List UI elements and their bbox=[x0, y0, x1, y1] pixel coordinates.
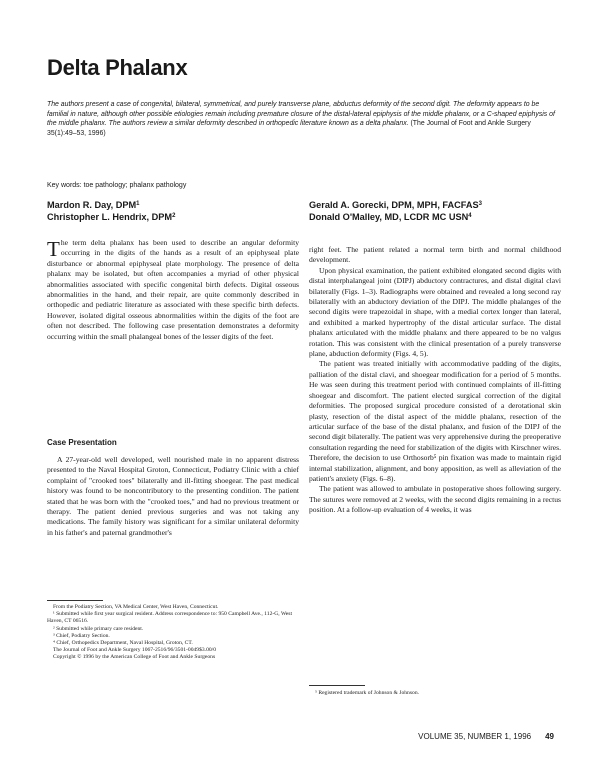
article-title: Delta Phalanx bbox=[47, 55, 188, 80]
author-day: Mardon R. Day, DPM$^1$ bbox=[47, 200, 140, 210]
case-presentation-heading: Case Presentation bbox=[47, 438, 117, 447]
page-number: 49 bbox=[545, 732, 554, 741]
authors-left bbox=[47, 199, 175, 223]
volume-info: VOLUME 35, NUMBER 1, 1996 bbox=[418, 732, 532, 741]
journal-citation: (The Journal of Foot and Ankle Surgery 35(1):49–53, 1996) bbox=[47, 120, 531, 137]
footnote-rule-right bbox=[309, 685, 365, 686]
case-column bbox=[47, 455, 299, 538]
footnote-copyright: Copyright © 1996 by the American College of Foot and Ankle Surgeons bbox=[53, 654, 216, 661]
abstract-text: The authors present a case of congenital, bilateral, symmetrical, and purely transverse plane, abductus deformity of the second digit. The deformity appears to be familial in nature, although other possible etiologies remain including premature closure of the distal-lateral epiphysis of the middle phalanx, or a C-shaped epiphysis of the middle phalanx. The authors review a similar deformity described in orthopedic literature known as a delta phalanx. bbox=[47, 101, 555, 128]
keywords: Key words: toe pathology; phalanx pathology bbox=[47, 182, 187, 189]
right-paragraph: The patient was allowed to ambulate in postoperative shoes following surgery. The sutures were removed at 2 weeks, with the second digits remaining in a rectus position. At a follow-up evaluation of 4 weeks, it was bbox=[309, 484, 561, 515]
footnote-trademark: ⁵ Registered trademark of Johnson & Johnson. bbox=[315, 690, 420, 696]
author-gorecki: Gerald A. Gorecki, DPM, MPH, FACFAS$^3$ bbox=[309, 200, 483, 210]
footnote-journal-code: The Journal of Foot and Ankle Surgery 1067-2516/96/3501-0049$3.00/0 bbox=[53, 647, 217, 654]
footnote-1: ¹ Submitted while first year surgical resident. Address correspondence to: 950 Campbell Ave., 112-G, West Haven, CT 06516. bbox=[47, 611, 293, 625]
author-hendrix: Christopher L. Hendrix, DPM$^2$ bbox=[47, 212, 176, 222]
footnotes-left bbox=[47, 604, 299, 662]
author-omalley: Donald O'Malley, MD, LCDR MC USN$^4$ bbox=[309, 212, 472, 222]
intro-paragraph: The term delta phalanx has been used to describe an angular deformity occurring in the digits of the hands as a result of an epiphyseal plate disturbance or abnormal epiphyseal plate morphology. The presence of delta phalanx may be isolated, but often accompanies a myriad of other physical abnormalities associated with specific congenital birth defects. Digital osseous abnormalities in the hand, and their repair, are quite commonly described in orthopedic and pediatric literature as associated with these specific birth defects. However, isolated digital osseous abnormalities within the digits of the foot are often not described. The following case presentation demonstrates a deformity occurring within the small phalangeal bones of the lesser digits of the feet. bbox=[47, 237, 299, 341]
case-paragraph: A 27-year-old well developed, well nourished male in no apparent distress presented to the Naval Hospital Groton, Connecticut, Podiatry Clinic with a chief complaint of "crooked toes" bilaterally and ill-fitting shoegear. The past medical history was found to be noncontributory to the presenting condition. The patient stated that he was born with the "crooked toes," and had no previous treatment or therapy. The patient denied previous surgeries and was not taking any medications. The family history was significant for a similar unilateral deformity in his father's and paternal grandmother's bbox=[47, 455, 299, 537]
right-paragraph: Upon physical examination, the patient exhibited elongated second digits with distal interphalangeal joint (DIPJ) abductory contractures, and distal digital clavi bilaterally (Figs. 1–3). Radiographs were obtained and revealed a long second ray bilaterally with an abductory deviation of the DIPJ. The middle phalanges of the second digits were trapezoidal in shape, with a medial cortex longer than lateral, and exhibited a marked hypertrophy of the distal articular surface. The distal phalanx articulated with the middle phalanx and there appeared to be no valgus rotation. This was consistent with the clinical presentation of a purely transverse plane, abduction deformity (Figs. 4, 5). bbox=[309, 265, 561, 359]
page-footer bbox=[418, 732, 554, 741]
footnote-3: ³ Chief, Podiatry Section. bbox=[53, 632, 110, 639]
footnote-affiliation: From the Podiatry Section, VA Medical Center, West Haven, Connecticut. bbox=[53, 604, 219, 610]
intro-column bbox=[47, 238, 299, 342]
drop-cap: T bbox=[47, 237, 60, 261]
footnote-rule-left bbox=[47, 600, 103, 601]
right-column bbox=[309, 245, 561, 516]
right-paragraph: right feet. The patient related a normal term birth and normal childhood development. bbox=[309, 245, 561, 265]
footnote-2: ² Submitted while primary care resident. bbox=[53, 625, 144, 632]
footnote-4: ⁴ Chief, Orthopedics Department, Naval Hospital, Groton, CT. bbox=[53, 640, 193, 647]
abstract bbox=[47, 100, 557, 138]
right-paragraph: The patient was treated initially with accommodative padding of the digits, palliation of the distal clavi, and shoegear modification for a period of 5 months. He was seen during this treatment period with continued complaints of ill-fitting shoegear and discomfort. The patient elected surgical correction of the digital deformities. The proposed surgical procedure consisted of a derotational skin plasty, resection of the distal aspect of the middle phalanx, resection of the articular surface of the base of the distal phalanx, and fusion of the DIPJ of the second digit bilaterally. The patient was very apprehensive during the preoperative consultation regarding the need for stabilization of the digits with Kirschner wires. Therefore, the decision to use Orthosorb⁵ pin fixation was made to maintain rigid internal stabilization, alignment, and bony apposition, as well as alleviation of the patient's anxiety (Figs. 6–8). bbox=[309, 359, 561, 483]
authors-right bbox=[309, 199, 482, 223]
